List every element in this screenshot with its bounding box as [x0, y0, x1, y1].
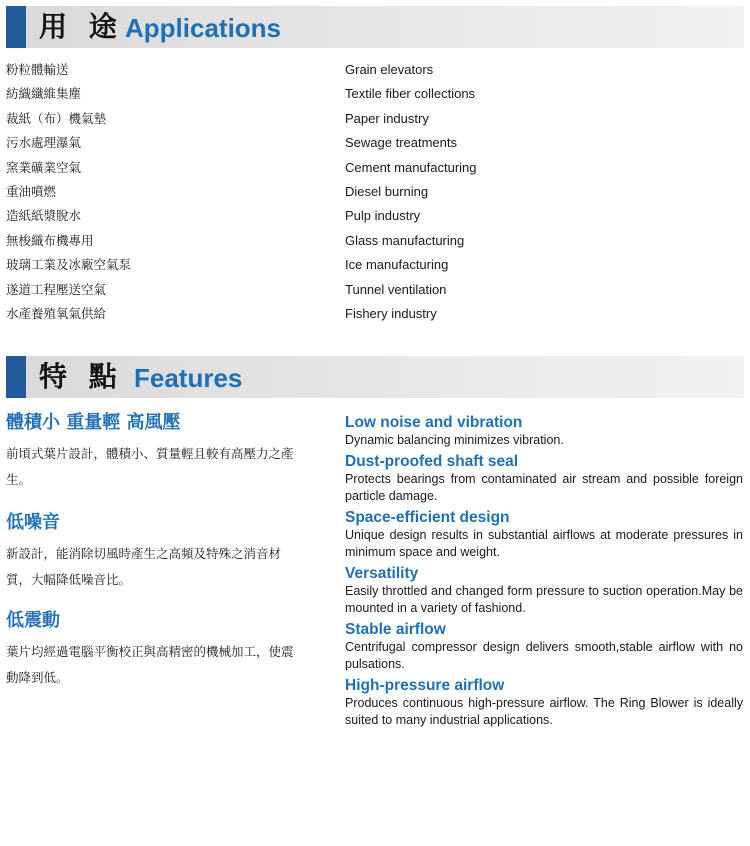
applications-title-en: Applications: [125, 13, 282, 43]
feature-title: High-pressure airflow: [345, 677, 505, 694]
feature-description: 前頃式葉片設計，體積小、質量輕且較有高壓力之產生。: [6, 446, 294, 487]
list-item: Pulp industry: [345, 208, 421, 224]
feature-description: Easily throttled and changed form pressure to suction operation.May be mounted in a variety of fashiond.: [345, 584, 743, 615]
list-item: Fishery industry: [345, 305, 437, 321]
list-item: 遂道工程壓送空氣: [6, 281, 107, 297]
list-item: Cement manufacturing: [345, 159, 477, 175]
feature-item: [345, 509, 743, 561]
feature-title: 體積小 重量輕 高風壓: [6, 412, 181, 433]
header-accent-bar: [6, 356, 26, 398]
list-item: Paper industry: [345, 110, 429, 126]
list-item: Grain elevators: [345, 62, 434, 77]
list-item: 無梭織布機專用: [6, 232, 94, 248]
feature-title: Low noise and vibration: [345, 414, 523, 431]
list-item: 水產養殖氧氣供給: [6, 305, 107, 321]
feature-description: Unique design results in substantial airflows at moderate pressures in minimum space and weight.: [345, 528, 743, 559]
feature-zh-compact: [6, 411, 296, 493]
feature-description: 葉片均經過電腦平衡校正與高精密的機械加工，使震動降到低。: [6, 644, 294, 685]
applications-title-zh: 用 途: [39, 10, 123, 43]
header-accent-bar: [6, 6, 26, 48]
list-item: 粉粒體輸送: [6, 62, 69, 77]
feature-description: Produces continuous high-pressure airflow. The Ring Blower is ideally suited to many industrial applications.: [345, 696, 743, 727]
feature-item: [345, 565, 743, 617]
list-item: Sewage treatments: [345, 135, 458, 151]
list-item: Glass manufacturing: [345, 232, 465, 248]
list-item: 污水處理瀑氣: [6, 135, 82, 151]
feature-zh-low-vibration: [6, 609, 296, 691]
list-item: 窯業礦業空氣: [6, 159, 82, 175]
feature-item: [345, 414, 743, 449]
feature-item: [345, 453, 743, 505]
feature-description: Centrifugal compressor design delivers smooth,stable airflow with no pulsations.: [345, 640, 743, 671]
features-title-zh: 特 點: [39, 360, 123, 393]
list-item: 造紙紙漿脫水: [6, 208, 82, 224]
feature-title: Space-efficient design: [345, 509, 510, 526]
list-item: 紡織纖維集塵: [6, 86, 82, 102]
list-item: Textile fiber collections: [345, 86, 476, 102]
feature-zh-low-noise: [6, 511, 296, 593]
feature-description: 新設計，能消除切風時產生之高頻及特殊之消音材質，大幅降低噪音比。: [6, 546, 282, 587]
applications-list-zh: [6, 58, 326, 326]
applications-header: [6, 6, 744, 48]
feature-title: Dust-proofed shaft seal: [345, 453, 519, 470]
features-list-en: [345, 414, 743, 733]
feature-title: Versatility: [345, 565, 419, 582]
applications-list-en: [345, 58, 735, 326]
feature-title: 低噪音: [6, 512, 60, 533]
feature-description: Dynamic balancing minimizes vibration.: [345, 433, 564, 447]
feature-title: Stable airflow: [345, 621, 446, 638]
list-item: Diesel burning: [345, 183, 429, 199]
list-item: Ice manufacturing: [345, 257, 449, 273]
feature-item: [345, 621, 743, 673]
features-header: [6, 356, 744, 398]
feature-description: Protects bearings from contaminated air stream and possible foreign particle damage.: [345, 472, 743, 503]
list-item: 玻璃工業及冰廠空氣泵: [6, 257, 132, 273]
list-item: 裁紙（布）機氣墊: [6, 110, 107, 126]
feature-title: 低震動: [6, 610, 60, 631]
list-item: 重油噴燃: [6, 183, 57, 199]
features-title-en: Features: [134, 363, 243, 393]
list-item: Tunnel ventilation: [345, 281, 447, 297]
feature-item: [345, 677, 743, 729]
